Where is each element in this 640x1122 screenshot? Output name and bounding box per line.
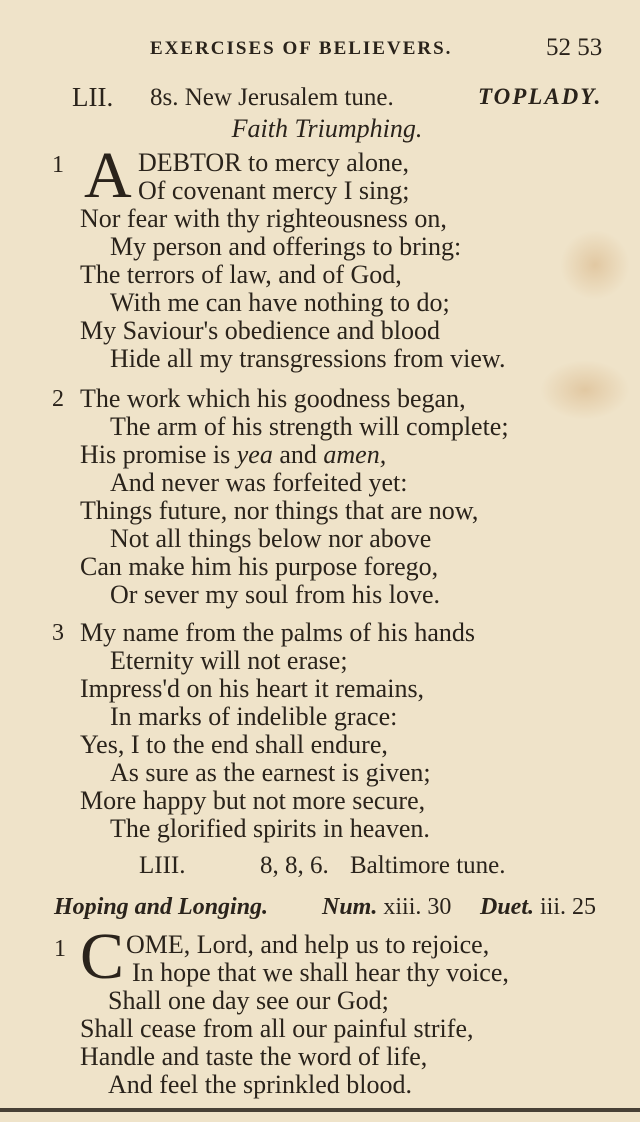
verse-line: Or sever my soul from his love. (110, 580, 441, 609)
verse-line: Nor fear with thy righteousness on, (80, 204, 447, 233)
verse-line: With me can have nothing to do; (110, 288, 450, 317)
scripture-reference: Num. xiii. 30 (322, 894, 452, 920)
paper-stain (540, 360, 630, 420)
verse-line: Hide all my transgressions from view. (110, 344, 506, 373)
hymn-header (0, 82, 640, 116)
verse-line: The terrors of law, and of God, (80, 260, 402, 289)
verse-line: In marks of indelible grace: (110, 702, 398, 731)
verse-number: 1 (52, 152, 64, 178)
verse-line: My Saviour's obedience and blood (80, 316, 440, 345)
paper-stain (560, 230, 630, 300)
page-edge-shadow (0, 1108, 640, 1112)
drop-cap: C (80, 920, 125, 993)
verse-line: His promise is yea and amen, (80, 440, 387, 469)
verse-line: And never was forfeited yet: (110, 468, 408, 497)
verse-line: Shall cease from all our painful strife, (80, 1014, 474, 1043)
hymn-number: LII. (72, 82, 114, 112)
verse-line: OME, Lord, and help us to rejoice, (126, 930, 490, 959)
verse-line: Not all things below nor above (110, 524, 432, 553)
hymn-title: Hoping and Longing. (54, 894, 269, 920)
verse-line: My person and offerings to bring: (110, 232, 462, 261)
hymn-header (0, 852, 640, 886)
verse-line: Eternity will not erase; (110, 646, 348, 675)
scripture-reference: Duet. iii. 25 (480, 894, 597, 920)
hymn-author: TOPLADY. (478, 84, 603, 109)
verse-line: Shall one day see our God; (108, 986, 389, 1015)
verse-number: 2 (52, 386, 64, 412)
verse-line: Of covenant mercy I sing; (138, 176, 410, 205)
drop-cap: A (84, 139, 132, 212)
verse-line: The arm of his strength will complete; (110, 412, 509, 441)
verse-line: The work which his goodness began, (80, 384, 466, 413)
hymn-title: Faith Triumphing. (231, 114, 423, 143)
verse-line: DEBTOR to mercy alone, (138, 148, 410, 177)
verse-line: And feel the sprinkled blood. (108, 1070, 412, 1099)
hymn-meter: 8s. New Jerusalem tune. (150, 84, 394, 111)
verse-line: Things future, nor things that are now, (80, 496, 479, 525)
verse-line: Impress'd on his heart it remains, (80, 674, 425, 703)
verse-line: My name from the palms of his hands (80, 618, 475, 647)
page-numbers: 52 53 (546, 34, 603, 61)
running-head-title: EXERCISES OF BELIEVERS. (150, 38, 453, 59)
verse-line: Yes, I to the end shall endure, (80, 730, 388, 759)
verse-line: As sure as the earnest is given; (110, 758, 431, 787)
verse-line: More happy but not more secure, (80, 786, 426, 815)
verse-number: 1 (54, 936, 66, 962)
running-head (0, 34, 640, 64)
verse-number: 3 (52, 620, 64, 646)
verse-line: Handle and taste the word of life, (80, 1042, 428, 1071)
hymn-number: LIII. (139, 852, 186, 879)
verse-line: In hope that we shall hear thy voice, (132, 958, 509, 987)
verse-line: The glorified spirits in heaven. (110, 814, 430, 843)
hymn-meter: 8, 8, 6. (260, 852, 329, 879)
verse-line: Can make him his purpose forego, (80, 552, 439, 581)
hymn-tune: Baltimore tune. (350, 852, 506, 879)
